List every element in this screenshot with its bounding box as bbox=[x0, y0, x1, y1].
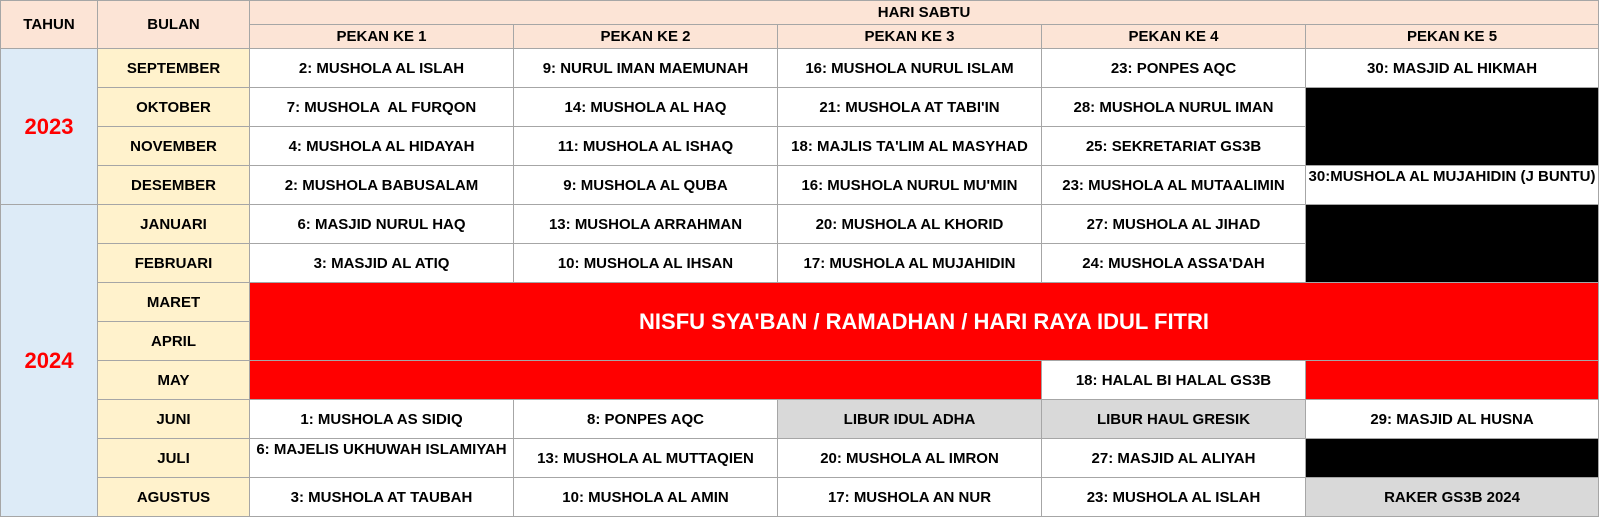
event-fill-cell bbox=[1306, 361, 1599, 400]
month-cell: DESEMBER bbox=[98, 166, 250, 205]
schedule-cell: 28: MUSHOLA NURUL IMAN bbox=[1042, 88, 1306, 127]
schedule-cell: 20: MUSHOLA AL KHORID bbox=[778, 205, 1042, 244]
month-cell: JULI bbox=[98, 439, 250, 478]
schedule-cell: 30: MASJID AL HIKMAH bbox=[1306, 49, 1599, 88]
schedule-cell: 23: PONPES AQC bbox=[1042, 49, 1306, 88]
schedule-cell: 24: MUSHOLA ASSA'DAH bbox=[1042, 244, 1306, 283]
schedule-cell: 1: MUSHOLA AS SIDIQ bbox=[250, 400, 514, 439]
empty-cell bbox=[1306, 205, 1599, 283]
schedule-cell: 13: MUSHOLA AL MUTTAQIEN bbox=[514, 439, 778, 478]
schedule-cell: 9: NURUL IMAN MAEMUNAH bbox=[514, 49, 778, 88]
schedule-cell: 23: MUSHOLA AL MUTAALIMIN bbox=[1042, 166, 1306, 205]
month-cell: MARET bbox=[98, 283, 250, 322]
schedule-cell: 21: MUSHOLA AT TABI'IN bbox=[778, 88, 1042, 127]
ramadhan-event-banner: NISFU SYA'BAN / RAMADHAN / HARI RAYA IDUL FITRI bbox=[250, 283, 1599, 361]
header-bulan: BULAN bbox=[98, 1, 250, 49]
holiday-cell: LIBUR HAUL GRESIK bbox=[1042, 400, 1306, 439]
schedule-cell: 9: MUSHOLA AL QUBA bbox=[514, 166, 778, 205]
header-week: PEKAN KE 5 bbox=[1306, 25, 1599, 49]
month-cell: JANUARI bbox=[98, 205, 250, 244]
year-cell: 2024 bbox=[1, 205, 98, 517]
month-cell: NOVEMBER bbox=[98, 127, 250, 166]
year-cell: 2023 bbox=[1, 49, 98, 205]
month-cell: APRIL bbox=[98, 322, 250, 361]
schedule-cell: 2: MUSHOLA BABUSALAM bbox=[250, 166, 514, 205]
schedule-cell: 11: MUSHOLA AL ISHAQ bbox=[514, 127, 778, 166]
month-cell: FEBRUARI bbox=[98, 244, 250, 283]
schedule-cell: 3: MUSHOLA AT TAUBAH bbox=[250, 478, 514, 517]
schedule-cell: 20: MUSHOLA AL IMRON bbox=[778, 439, 1042, 478]
schedule-cell: 6: MASJID NURUL HAQ bbox=[250, 205, 514, 244]
schedule-cell: 25: SEKRETARIAT GS3B bbox=[1042, 127, 1306, 166]
schedule-cell: 17: MUSHOLA AL MUJAHIDIN bbox=[778, 244, 1042, 283]
holiday-cell: LIBUR IDUL ADHA bbox=[778, 400, 1042, 439]
month-cell: OKTOBER bbox=[98, 88, 250, 127]
schedule-cell-text: 6: MAJELIS UKHUWAH ISLAMIYAH bbox=[256, 441, 507, 458]
schedule-cell: 23: MUSHOLA AL ISLAH bbox=[1042, 478, 1306, 517]
month-cell: MAY bbox=[98, 361, 250, 400]
schedule-cell: 16: MUSHOLA NURUL ISLAM bbox=[778, 49, 1042, 88]
header-week: PEKAN KE 3 bbox=[778, 25, 1042, 49]
schedule-cell bbox=[1306, 166, 1599, 205]
schedule-cell: 18: HALAL BI HALAL GS3B bbox=[1042, 361, 1306, 400]
schedule-cell: 18: MAJLIS TA'LIM AL MASYHAD bbox=[778, 127, 1042, 166]
schedule-cell: 10: MUSHOLA AL AMIN bbox=[514, 478, 778, 517]
empty-cell bbox=[1306, 88, 1599, 166]
month-cell: JUNI bbox=[98, 400, 250, 439]
month-cell: AGUSTUS bbox=[98, 478, 250, 517]
schedule-cell: 16: MUSHOLA NURUL MU'MIN bbox=[778, 166, 1042, 205]
schedule-cell: 27: MASJID AL ALIYAH bbox=[1042, 439, 1306, 478]
header-tahun: TAHUN bbox=[1, 1, 98, 49]
schedule-cell: 3: MASJID AL ATIQ bbox=[250, 244, 514, 283]
schedule-cell-text: 30:MUSHOLA AL MUJAHIDIN (J BUNTU) bbox=[1308, 168, 1596, 185]
header-hari-sabtu: HARI SABTU bbox=[250, 1, 1599, 25]
schedule-cell: 2: MUSHOLA AL ISLAH bbox=[250, 49, 514, 88]
empty-cell bbox=[1306, 439, 1599, 478]
schedule-cell: 13: MUSHOLA ARRAHMAN bbox=[514, 205, 778, 244]
month-cell: SEPTEMBER bbox=[98, 49, 250, 88]
schedule-cell: 10: MUSHOLA AL IHSAN bbox=[514, 244, 778, 283]
header-week: PEKAN KE 4 bbox=[1042, 25, 1306, 49]
header-week: PEKAN KE 2 bbox=[514, 25, 778, 49]
schedule-cell: 8: PONPES AQC bbox=[514, 400, 778, 439]
schedule-cell: 27: MUSHOLA AL JIHAD bbox=[1042, 205, 1306, 244]
schedule-cell bbox=[250, 439, 514, 478]
schedule-cell: 17: MUSHOLA AN NUR bbox=[778, 478, 1042, 517]
schedule-cell: 14: MUSHOLA AL HAQ bbox=[514, 88, 778, 127]
schedule-cell: 4: MUSHOLA AL HIDAYAH bbox=[250, 127, 514, 166]
event-fill-cell bbox=[250, 361, 1042, 400]
header-week: PEKAN KE 1 bbox=[250, 25, 514, 49]
schedule-cell: 7: MUSHOLA AL FURQON bbox=[250, 88, 514, 127]
raker-cell: RAKER GS3B 2024 bbox=[1306, 478, 1599, 517]
schedule-cell: 29: MASJID AL HUSNA bbox=[1306, 400, 1599, 439]
